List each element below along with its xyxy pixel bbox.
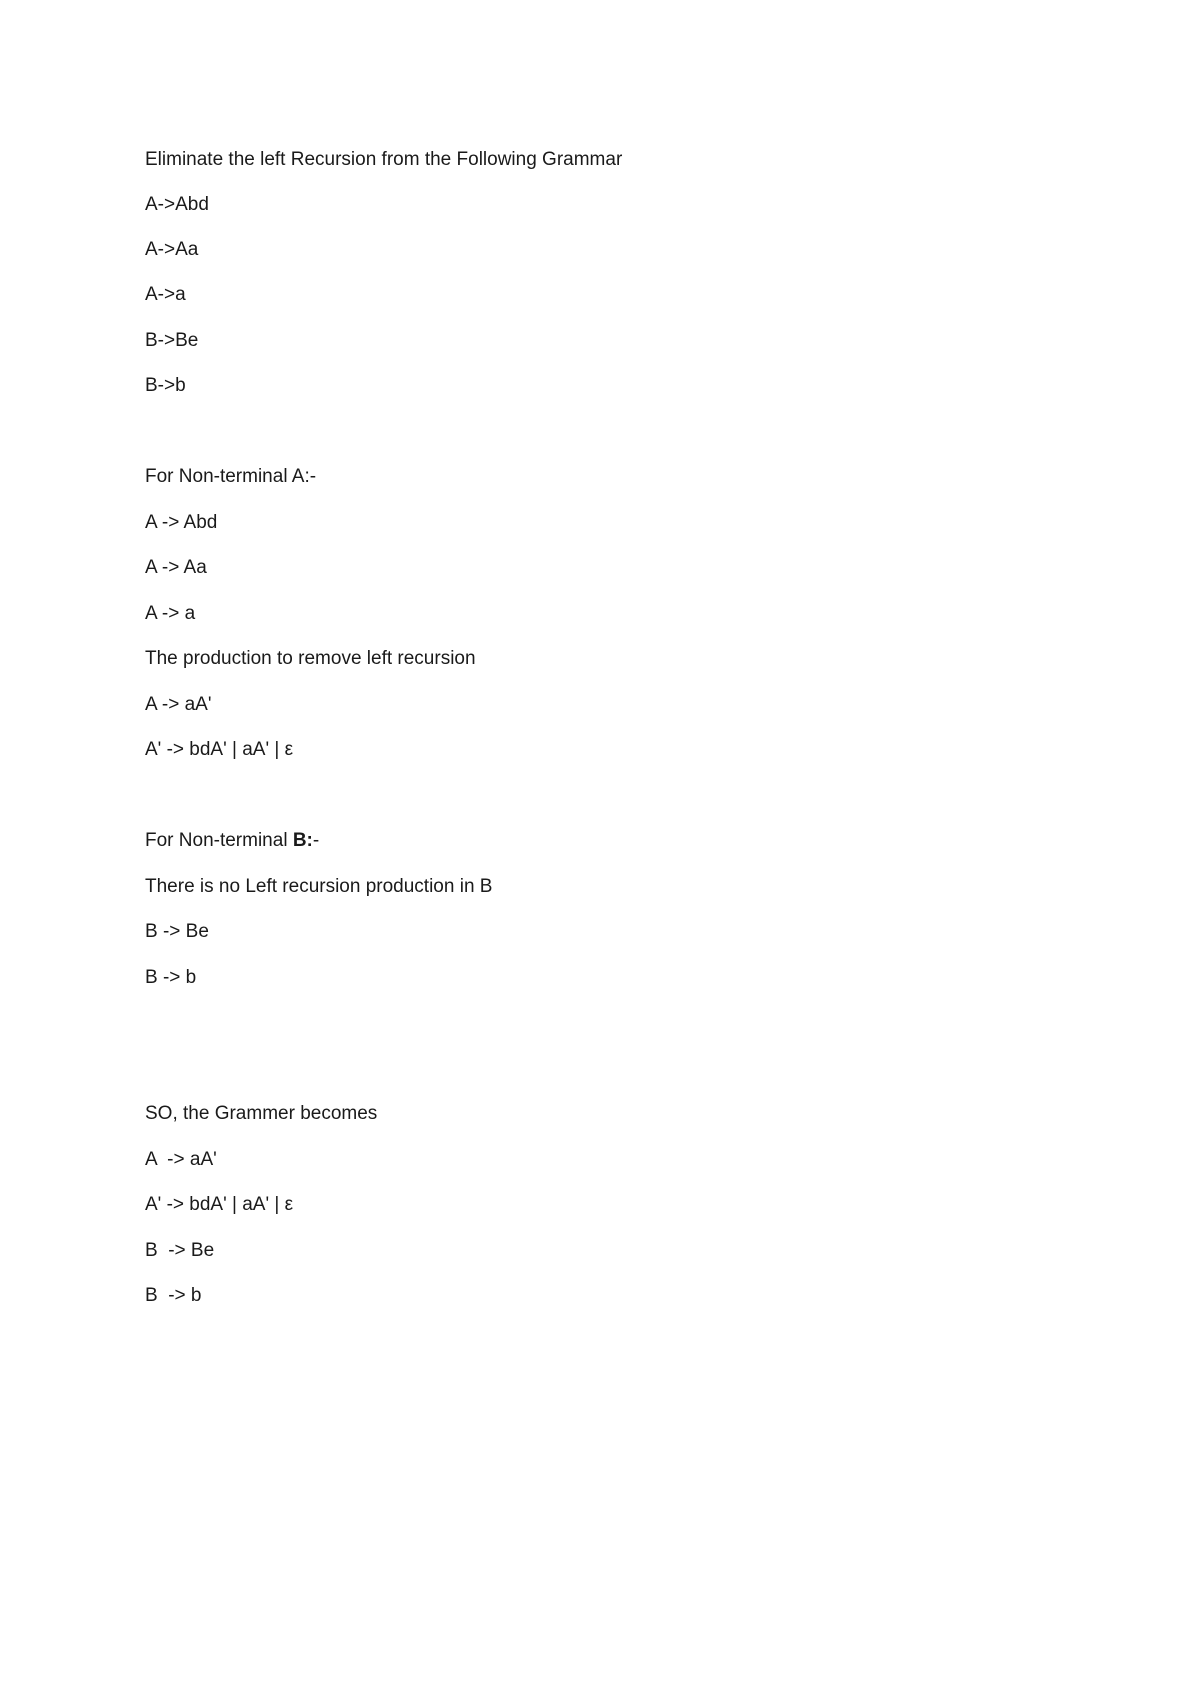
grammar-rule: B->Be bbox=[145, 330, 199, 351]
section-a-production: A -> Aa bbox=[145, 557, 207, 578]
final-production: B -> Be bbox=[145, 1240, 215, 1261]
section-b-production: B -> Be bbox=[145, 921, 209, 942]
grammar-rule: B->b bbox=[145, 375, 186, 396]
question-title: Eliminate the left Recursion from the Following Grammar bbox=[145, 149, 623, 170]
final-heading: SO, the Grammer becomes bbox=[145, 1103, 378, 1124]
grammar-rule: A->Aa bbox=[145, 239, 199, 260]
final-production: A -> aA' bbox=[145, 1149, 217, 1170]
section-b-heading-prefix: For Non-terminal bbox=[145, 830, 293, 851]
final-production: B -> b bbox=[145, 1285, 202, 1306]
section-b-heading-bold: B: bbox=[292, 830, 313, 851]
section-a-heading: For Non-terminal A:- bbox=[145, 466, 317, 487]
grammar-rule: A->Abd bbox=[145, 194, 209, 215]
grammar-rule: A->a bbox=[145, 284, 186, 305]
final-production: A' -> bdA' | aA' | ε bbox=[145, 1194, 294, 1215]
section-b-heading-suffix: - bbox=[312, 830, 320, 851]
section-a-remove-text: The production to remove left recursion bbox=[145, 648, 476, 669]
section-b-heading bbox=[145, 829, 319, 853]
section-a-production: A -> a bbox=[145, 603, 196, 624]
section-a-production: A -> Abd bbox=[145, 512, 218, 533]
section-b-note: There is no Left recursion production in B bbox=[145, 876, 493, 897]
section-a-result: A -> aA' bbox=[145, 694, 212, 715]
section-a-result: A' -> bdA' | aA' | ε bbox=[145, 739, 294, 760]
section-b-production: B -> b bbox=[145, 967, 197, 988]
